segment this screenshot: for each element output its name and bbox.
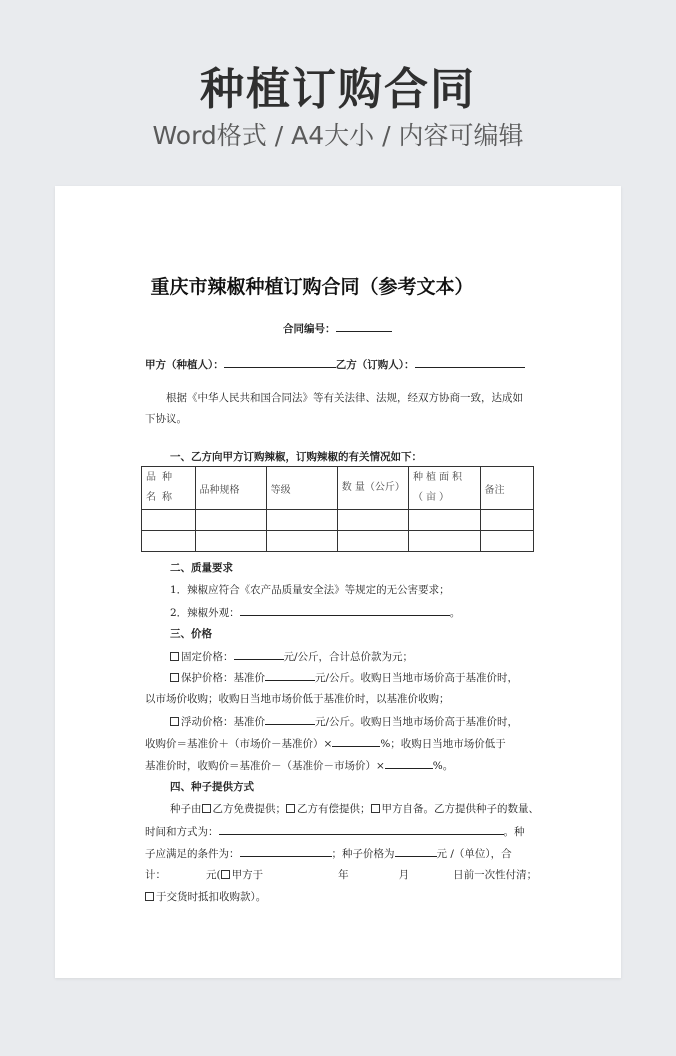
float-percent-blank-2: [385, 757, 433, 769]
seed-condition-blank: [240, 845, 332, 857]
fixed-price-line: [170, 648, 560, 664]
table-header-cell: 备注: [480, 467, 533, 510]
table-cell[interactable]: [337, 510, 408, 531]
seed-text-1b: 乙方免费提供；: [212, 803, 286, 815]
checkbox-icon[interactable]: [170, 673, 179, 682]
section-4-heading: 四、种子提供方式: [170, 781, 254, 793]
order-table: [141, 466, 534, 552]
protect-price-label: 保护价格：基准价: [181, 672, 265, 684]
contract-no-blank: [336, 320, 392, 332]
intro-paragraph: 根据《中华人民共和国合同法》等有关法律、法规，经双方协商一致，达成如下协议。: [145, 392, 523, 425]
table-row: [142, 531, 534, 552]
section-2-heading: 二、质量要求: [170, 562, 233, 574]
float-formula-b: %；收购日当地市场价低于: [380, 738, 506, 750]
protect-price-tail: 元/公斤。收购日当地市场价高于基准价时，: [315, 672, 519, 684]
float-price-line-3: [145, 757, 535, 773]
seed-text-1c: 乙方有偿提供；: [297, 803, 371, 815]
float-percent-blank-1: [332, 735, 380, 747]
seed-line-4: [145, 867, 538, 882]
seed-text-4e: 月: [398, 869, 410, 881]
float-price-blank: [265, 713, 315, 725]
seed-text-5: 于交货时抵扣收购款）。: [156, 891, 267, 903]
seed-text-3c: 元 /（单位），合: [436, 848, 512, 860]
party-b-blank: [415, 356, 525, 368]
table-cell[interactable]: [266, 531, 337, 552]
table-header-cell: 品种规格: [195, 467, 266, 510]
fixed-price-label: 固定价格：: [181, 651, 234, 663]
party-a-blank: [224, 356, 336, 368]
table-cell[interactable]: [195, 510, 266, 531]
contract-number: [283, 320, 392, 336]
table-cell[interactable]: [408, 510, 480, 531]
table-cell[interactable]: [142, 531, 196, 552]
seed-text-4b: 元(: [206, 869, 221, 881]
table-cell[interactable]: [480, 531, 533, 552]
seed-line-2: [145, 823, 535, 839]
seed-text-2a: 时间和方式为：: [145, 826, 219, 838]
checkbox-icon[interactable]: [371, 804, 380, 813]
float-formula-d: %。: [432, 760, 454, 772]
table-header-cell: 品种名称: [142, 467, 196, 510]
seed-text-4a: 计：: [145, 869, 166, 881]
section-3-heading: 三、价格: [170, 628, 212, 640]
checkbox-icon[interactable]: [145, 892, 154, 901]
seed-text-1: 种子由: [170, 803, 202, 815]
float-price-line: [170, 713, 560, 729]
hero-subtitle: Word格式 / A4大小 / 内容可编辑: [152, 121, 524, 150]
fixed-price-tail: 元/公斤，合计总价款为元；: [283, 651, 414, 663]
contract-no-label: 合同编号：: [283, 323, 336, 335]
protect-price-line: [170, 669, 560, 685]
seed-text-4d: 年: [338, 869, 349, 881]
table-row: [142, 510, 534, 531]
table-header-cell: 种植面积（亩）: [408, 467, 480, 510]
table-header-cell: 等级: [266, 467, 337, 510]
seed-method-blank: [219, 823, 504, 835]
section-1-heading: 一、乙方向甲方订购辣椒，订购辣椒的有关情况如下：: [170, 451, 422, 463]
table-cell[interactable]: [480, 510, 533, 531]
checkbox-icon[interactable]: [170, 717, 179, 726]
appearance-blank: [240, 604, 450, 616]
seed-line-3: [145, 845, 535, 861]
checkbox-icon[interactable]: [221, 870, 230, 879]
document-title: 重庆市辣椒种植订购合同（参考文本）: [150, 276, 474, 298]
seed-text-3b: ；种子价格为: [331, 848, 395, 860]
float-price-label: 浮动价格：基准价: [181, 716, 265, 728]
protect-price-line-2: 以市场价收购；收购日当地市场价低于基准价时，以基准价收购；: [145, 693, 450, 705]
table-header-row: [142, 467, 534, 510]
table-cell[interactable]: [337, 531, 408, 552]
seed-text-1d: 甲方自备。乙方提供种子的数量、: [381, 803, 539, 815]
quality-item-1: 1．辣椒应符合《农产品质量安全法》等规定的无公害要求；: [170, 584, 450, 596]
table-cell[interactable]: [266, 510, 337, 531]
checkbox-icon[interactable]: [202, 804, 211, 813]
quality-item-2-end: 。: [449, 607, 461, 619]
party-a-label: 甲方（种植人）：: [145, 359, 224, 371]
seed-price-blank: [395, 845, 437, 857]
seed-text-2b: 。种: [503, 826, 525, 838]
float-formula-c: 基准价时，收购价＝基准价－（基准价－市场价）×: [145, 760, 385, 772]
seed-line-1: [170, 801, 560, 816]
seed-text-4f: 日前一次性付清；: [453, 869, 538, 881]
table-cell[interactable]: [195, 531, 266, 552]
fixed-price-blank: [234, 648, 284, 660]
checkbox-icon[interactable]: [286, 804, 295, 813]
hero-title: 种植订购合同: [200, 64, 476, 115]
protect-price-blank: [265, 669, 315, 681]
seed-text-3a: 子应满足的条件为：: [145, 848, 240, 860]
parties-line: [145, 356, 535, 372]
table-cell[interactable]: [408, 531, 480, 552]
checkbox-icon[interactable]: [170, 652, 179, 661]
seed-text-4c: 甲方于: [231, 869, 264, 881]
seed-line-5: [145, 889, 535, 904]
quality-item-2: [170, 604, 560, 620]
float-price-tail: 元/公斤。收购日当地市场价高于基准价时，: [315, 716, 519, 728]
party-b-label: 乙方（订购人）：: [335, 359, 415, 371]
float-price-line-2: [145, 735, 535, 751]
float-formula-a: 收购价＝基准价＋（市场价－基准价）×: [145, 738, 333, 750]
table-cell[interactable]: [142, 510, 196, 531]
table-header-cell: 数 量（公斤）: [337, 467, 408, 510]
quality-item-2-label: 2．辣椒外观：: [170, 607, 240, 619]
